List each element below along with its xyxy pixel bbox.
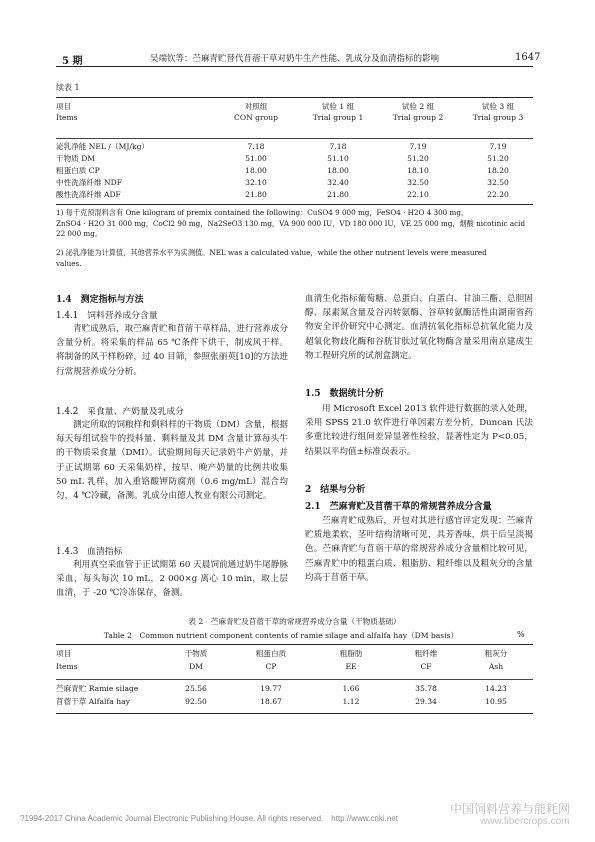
- t2-head-cf: 粗纤维: [414, 649, 438, 658]
- cell: 7.18: [247, 142, 265, 151]
- section-1-5-heading: 1.5 数据统计分析: [305, 389, 384, 399]
- section-2-heading: 2 结果与分析: [305, 485, 366, 495]
- note1-line-a: 1) 每千克预混料含有 One kilogram of premix contained the following：CuSO4 9 000 mg，FeSO4 · H2O 4 300 mg，: [56, 208, 469, 217]
- t1-head-g2: 试验 2 组: [401, 102, 435, 111]
- t2-head-item-en: Items: [56, 662, 78, 671]
- table2-caption-cn: 表 2 苎麻青贮及苜蓿干草的常规营养成分含量（干物质基础）: [188, 617, 401, 626]
- section-1-4-2-heading: 1.4.2 采食量、产奶量及乳成分: [56, 407, 184, 417]
- page-number: 1647: [515, 52, 541, 63]
- row-label: 泌乳净能 NEL /（MJ/kg）: [56, 142, 150, 151]
- cell: 51.20: [407, 154, 429, 163]
- t2-head-cp-en: CP: [265, 662, 277, 671]
- table1-note-2: [56, 248, 533, 269]
- table-row: [56, 166, 533, 178]
- t1-head-con: 对照组: [244, 102, 268, 111]
- watermark-text: 中国饲料营养与能耗网: [450, 802, 571, 816]
- t1-head-g3-en: Trial group 3: [472, 113, 524, 122]
- table2-header: [56, 649, 533, 675]
- table1-bottom-rule: [56, 204, 533, 205]
- table1-note-1: [56, 208, 533, 240]
- cell: 14.23: [485, 684, 507, 693]
- t2-head-ash-en: Ash: [488, 662, 504, 671]
- t2-head-ee-en: EE: [345, 662, 357, 671]
- cell: 32.10: [245, 178, 267, 187]
- cell: 10.95: [485, 697, 507, 706]
- row-label: 酸性洗涤纤维 ADF: [56, 190, 121, 199]
- cell: 51.00: [245, 154, 267, 163]
- table1-continued-label: 续表 1: [56, 83, 80, 92]
- cell: 51.10: [327, 154, 349, 163]
- t2-head-dm: 干物质: [184, 649, 208, 658]
- table-row: [56, 178, 533, 190]
- table1-header: [56, 102, 533, 126]
- note2-line-b: values.: [56, 258, 82, 268]
- cell: 32.40: [327, 178, 349, 187]
- t1-head-con-en: CON group: [234, 113, 278, 122]
- cell: 32.50: [487, 178, 509, 187]
- cell: 25.56: [185, 684, 207, 693]
- table2-bottom-rule: [56, 713, 533, 714]
- t1-head-g1: 试验 1 组: [321, 102, 355, 111]
- table-row: [56, 154, 533, 166]
- watermark-url: www.fibercrops.com: [480, 816, 570, 827]
- section-1-4-1-heading: 1.4.1 饲料营养成分含量: [56, 311, 158, 321]
- section-1-4-3-body: 利用真空采血管于正试期第 60 天晨饲前通过奶牛尾静脉采血，每头每次 10 mL，2 000×g 离心 10 min，取上层血清，于 -20 ℃冷冻保存，备测。: [56, 560, 288, 599]
- serum-indices-paragraph: 血清生化指标葡萄糖、总蛋白、白蛋白、甘油三酯、总胆固醇、尿素氮含量及谷丙转氨酶、谷草转氨酶活性由湖南省药物安全评价研究中心测定。血清抗氧化指标总抗氧化能力及超氧化物歧化酶和谷胱甘肽过氧化物酶含量采用南京建成生物工程研究所的试剂盒测定。: [305, 294, 533, 361]
- table1-top-rule: [56, 97, 533, 98]
- cell: 19.77: [260, 684, 282, 693]
- row-label: 粗蛋白质 CP: [56, 166, 100, 175]
- row-label: 中性洗涤纤维 NDF: [56, 178, 122, 187]
- running-title: 吴端钦等：苎麻青贮替代苜蓿干草对奶牛生产性能、乳成分及血清指标的影响: [150, 54, 440, 64]
- row-label: 苎麻青贮 Ramie silage: [56, 684, 139, 693]
- t1-head-g1-en: Trial group 1: [312, 113, 364, 122]
- t2-head-cp: 粗蛋白质: [255, 649, 287, 658]
- table-row: [56, 697, 533, 710]
- t1-head-item-en: Items: [56, 113, 78, 122]
- t1-head-item-cn: 项目: [56, 102, 72, 111]
- cell: 1.12: [342, 697, 360, 706]
- cell: 35.78: [415, 684, 437, 693]
- cell: 32.50: [407, 178, 429, 187]
- cell: 7.19: [409, 142, 427, 151]
- table1-body: [56, 142, 533, 202]
- section-1-4-1-body: 青贮成熟后，取苎麻青贮和苜蓿干草样品，进行营养成分含量分析。将采集的样品 65 ℃条件下烘干，制成风干样。将制备的风干样粉碎，过 40 目筛，参照张丽英[10]的方法进行常规营养成分分析。: [56, 324, 288, 377]
- section-1-4-heading: 1.4 测定指标与方法: [56, 295, 144, 305]
- cell: 22.10: [407, 190, 429, 199]
- t2-head-item-cn: 项目: [56, 649, 72, 658]
- cell: 7.18: [329, 142, 347, 151]
- table2-mid-rule: [56, 679, 533, 680]
- cell: 18.00: [245, 166, 267, 175]
- section-1-5-body: 用 Microsoft Excel 2013 软件进行数据的录入处理，采用 SPSS 21.0 软件进行单因素方差分析，Duncan 氏法多重比较进行组间差异显著性检验，显著性定为 P<0.05，结果以平均值±标准误表示。: [305, 404, 533, 457]
- table-row: [56, 142, 533, 154]
- table1: [56, 102, 533, 126]
- cell: 18.67: [260, 697, 282, 706]
- table-row: [56, 190, 533, 202]
- t1-head-g2-en: Trial group 2: [392, 113, 444, 122]
- t2-head-cf-en: CF: [420, 662, 432, 671]
- cell: 18.10: [407, 166, 429, 175]
- cell: 29.34: [415, 697, 437, 706]
- row-label: 干物质 DM: [56, 154, 96, 163]
- table-row: [56, 684, 533, 697]
- cell: 21.80: [327, 190, 349, 199]
- cell: 1.66: [342, 684, 360, 693]
- table2-body: [56, 684, 533, 710]
- cell: 18.00: [327, 166, 349, 175]
- cell: 21.80: [245, 190, 267, 199]
- section-1-4-2-body: 测定所取的饲粮样和剩料样的干物质（DM）含量，根据每天每组试验牛的投料量、剩料量及其 DM 含量计算每头牛的干物质采食量（DMI）。试验期间每天记录奶牛产奶量，并于正试期第 60 天采集奶样，按早、晚产奶量的比例共收集 50 mL 乳样，加入重铬酸钾防腐剂（0.6 mg/mL）混合均匀，4 ℃冷藏，备测。乳成分由德人牧业有限公司测定。: [56, 420, 288, 502]
- header-rule: [56, 66, 533, 67]
- note2-line-a: 2) 泌乳净能为计算值，其他营养水平为实测值。NEL was a calculated value，while the other nutrient levels were measured: [56, 248, 487, 257]
- table2-caption-en: Table 2 Common nutrient component contents of ramie silage and alfalfa hay（DM basis）: [103, 631, 459, 640]
- cell: 18.20: [487, 166, 509, 175]
- t2-head-ee: 粗脂肪: [339, 649, 363, 658]
- t2-head-ash: 粗灰分: [484, 649, 508, 658]
- issue-number: 5 期: [62, 56, 83, 67]
- t2-head-dm-en: DM: [189, 662, 203, 671]
- table1-mid-rule: [56, 138, 533, 139]
- copyright-footer: ?1994-2017 China Academic Journal Electronic Publishing House. All rights reserved. http://www.cnki.net: [20, 814, 398, 823]
- note1-line-b: ZnSO4 · H2O 31 000 mg，CoCl2 90 mg，Na2SeO3 130 mg，VA 900 000 IU，VD 180 000 IU，VE 25 000 mg，烟酸 nicotinic acid: [56, 218, 526, 228]
- cell: 51.20: [487, 154, 509, 163]
- table2-top-rule: [56, 644, 533, 645]
- table2-unit: %: [517, 630, 525, 639]
- cell: 7.19: [489, 142, 507, 151]
- t1-head-g3: 试验 3 组: [481, 102, 515, 111]
- cell: 22.20: [487, 190, 509, 199]
- row-label: 苜蓿干草 Alfalfa hay: [56, 697, 130, 706]
- section-1-4-3-heading: 1.4.3 血清指标: [56, 547, 123, 557]
- section-2-1-body: 苎麻青贮成熟后，开包对其进行感官评定发现：苎麻青贮质地柔软，茎叶结构清晰可见，具芳香味，烘干后呈淡褐色。苎麻青贮与苜蓿干草的常规营养成分含量相比较可见，苎麻青贮中的粗蛋白质、粗脂肪、粗纤维以及粗灰分的含量均高于苜蓿干草。: [305, 516, 533, 583]
- cell: 92.50: [185, 697, 207, 706]
- note1-line-c: 22 000 mg。: [56, 229, 103, 238]
- section-2-1-heading: 2.1 苎麻青贮及苜蓿干草的常规营养成分含量: [305, 502, 492, 512]
